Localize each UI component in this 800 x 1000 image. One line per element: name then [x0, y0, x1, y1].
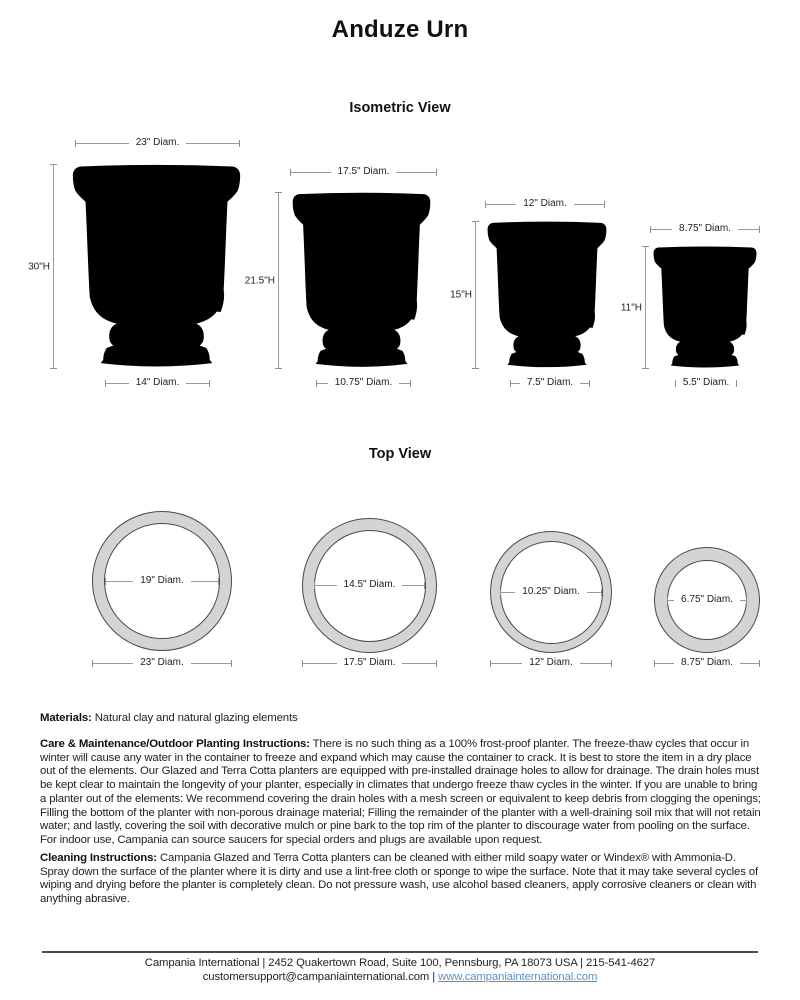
urn1-height-label: 30"H — [28, 261, 50, 272]
footer-website-link[interactable]: www.campaniainternational.com — [438, 971, 598, 983]
footer-email: customersupport@campaniainternational.com — [202, 971, 430, 983]
urn4-bottom-diameter-label: 5.5" Diam. — [682, 377, 730, 388]
footer-divider — [42, 951, 758, 953]
ring3-inner-diameter-dim — [500, 586, 602, 598]
urn3-bottom-diameter-dim — [510, 377, 590, 389]
ring3-inner-diameter-label: 10.25" Diam. — [522, 586, 580, 597]
top-view-heading: Top View — [368, 446, 432, 462]
ring1-inner-diameter-dim — [105, 575, 219, 587]
ring4-inner-diameter-label: 6.75" Diam. — [681, 594, 733, 605]
ring2-inner-diameter-dim — [314, 579, 425, 591]
materials-label: Materials: — [40, 712, 92, 724]
urn1-bottom-diameter-label: 14" Diam. — [135, 377, 180, 388]
urn3-bottom-diameter-label: 7.5" Diam. — [526, 377, 574, 388]
ring4-inner-diameter-dim — [667, 594, 747, 606]
ring1-outer-diameter-dim — [92, 657, 232, 669]
footer-separator: | — [429, 971, 439, 983]
ring3-outer-diameter-label: 12" Diam. — [529, 657, 573, 668]
urn4-drawing — [653, 246, 757, 369]
urn2-drawing — [292, 192, 431, 369]
urn2-top-diameter-label: 17.5" Diam. — [337, 166, 390, 177]
ring1-outer-diameter-label: 23" Diam. — [140, 657, 184, 668]
urn1-top-diameter-label: 23" Diam. — [135, 137, 180, 148]
urn1-drawing — [72, 164, 241, 369]
ring2-outer-diameter-dim — [302, 657, 437, 669]
care-maintenance-text: There is no such thing as a 100% frost-proof planter. The freeze-thaw cycles that occur in winter will cause any water in the container to freeze and expand which may cause the container to crack. It is best to store the item in a dry place out of the elements. Our Glazed and Terra Cotta planters are equipped with pre-installed drainage holes to allow for drainage. The drain holes must be kept clear to maintain the longevity of your planter, especially in climates that undergo freeze thaw cycles in the winter. If you are unable to bring a planter out of the elements: We recommend covering the drain holes with a mesh screen or equivalent to keep debris from clogging the openings; Filling the bottom of the planter with non-porous drainage material; Filling the remainder of the planter with a well-draining soil mix that will not retain water; and lastly, covering the soil with decorative mulch or pine bark to the top rim of the planter to discourage water from pooling on the surface. For indoor use, Campania can source saucers for special orders and plugs are available upon request. — [40, 738, 761, 846]
urn2-bottom-diameter-label: 10.75" Diam. — [334, 377, 393, 388]
urn3-top-diameter-label: 12" Diam. — [523, 198, 567, 209]
urn2-bottom-diameter-dim — [316, 377, 411, 389]
urn2-height-label: 21.5"H — [244, 275, 275, 286]
urn4-top-diameter-dim — [650, 223, 760, 235]
ring4-outer-diameter-label: 8.75" Diam. — [681, 657, 733, 668]
ring1-inner-diameter-label: 19" Diam. — [140, 575, 184, 586]
urn1-height-dim — [28, 164, 61, 369]
cleaning-text: Campania Glazed and Terra Cotta planters can be cleaned with either mild soapy water or Windex® with Ammonia-D. Spray down the surface of the planter where it is dirty and use a lint-free cloth or sponge to wipe the surface. Note that it may take several cycles of wiping and drying before the planter is completely clean. Do not pressure wash, use alcohol based cleaners, apply corrosive cleaners or clean with anything abrasive. — [40, 852, 758, 906]
footer-address-line: Campania International | 2452 Quakertown Road, Suite 100, Pennsburg, PA 18073 USA | 215-541-4627 — [144, 957, 656, 969]
care-maintenance-label: Care & Maintenance/Outdoor Planting Instructions: — [40, 738, 310, 750]
ring2-outer-diameter-label: 17.5" Diam. — [343, 657, 396, 668]
urn1-top-diameter-dim — [75, 137, 240, 149]
ring4-outer-diameter-dim — [654, 657, 760, 669]
urn4-bottom-diameter-dim — [675, 377, 737, 389]
urn2-height-dim — [244, 192, 286, 369]
urn3-drawing — [487, 221, 607, 369]
urn3-height-label: 15"H — [450, 289, 472, 301]
materials-text: Natural clay and natural glazing elements — [91, 712, 298, 724]
urn4-height-label: 11"H — [620, 302, 642, 313]
cleaning-label: Cleaning Instructions: — [40, 852, 157, 864]
urn4-height-dim — [620, 246, 653, 369]
page-title: Anduze Urn — [331, 16, 469, 43]
urn3-height-dim — [450, 221, 483, 369]
care-maintenance-paragraph — [40, 738, 762, 848]
cleaning-paragraph — [40, 852, 762, 907]
materials-paragraph — [40, 712, 762, 726]
isometric-view-heading: Isometric View — [349, 100, 451, 116]
ring2-inner-diameter-label: 14.5" Diam. — [343, 579, 396, 590]
ring3-outer-diameter-dim — [490, 657, 612, 669]
footer-contact-line — [0, 971, 800, 983]
urn4-top-diameter-label: 8.75" Diam. — [679, 223, 731, 234]
urn1-bottom-diameter-dim — [105, 377, 210, 389]
urn2-top-diameter-dim — [290, 166, 437, 178]
urn3-top-diameter-dim — [485, 198, 605, 210]
